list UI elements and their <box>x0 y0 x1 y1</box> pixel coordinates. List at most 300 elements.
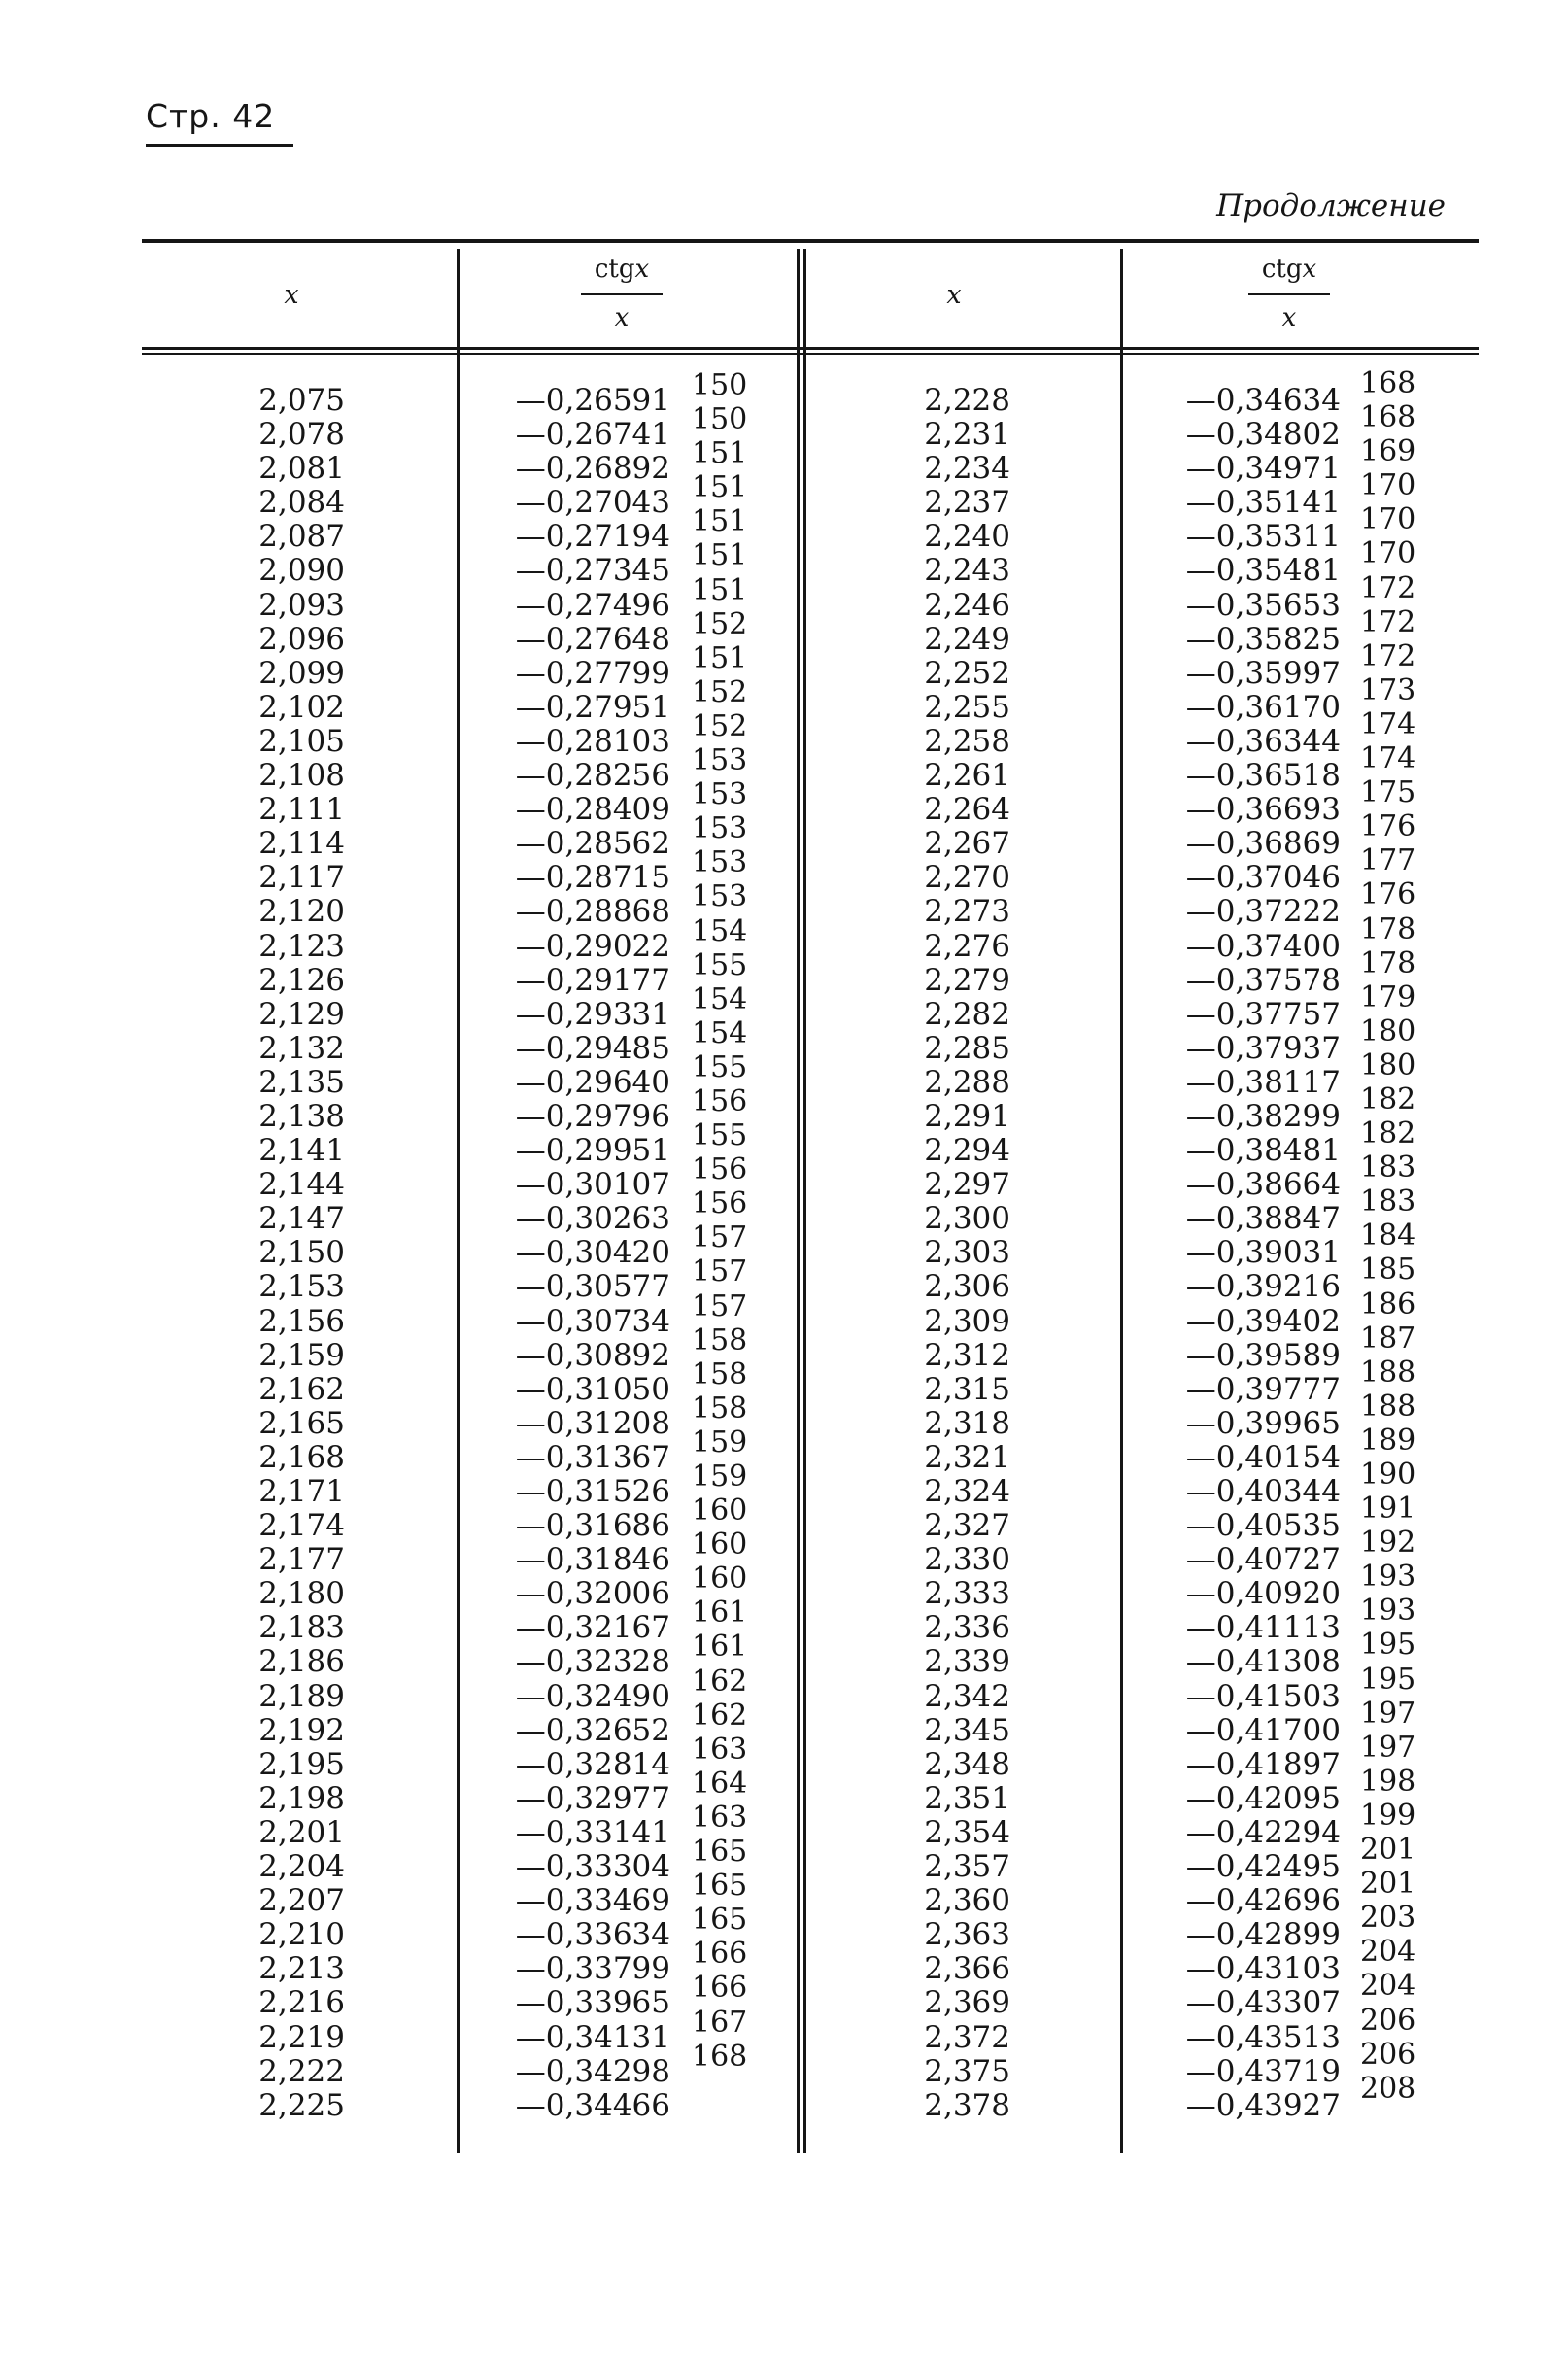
table-cell: —0,33469 <box>515 1883 670 1919</box>
table-cell: 2,177 <box>258 1542 345 1578</box>
table-cell: 160 <box>692 1528 748 1562</box>
table-cell: 2,378 <box>924 2087 1010 2123</box>
table-cell: 191 <box>1360 1492 1416 1527</box>
table-cell: 170 <box>1360 468 1416 503</box>
left-x-column <box>243 384 345 2123</box>
table-cell: —0,32006 <box>515 1576 670 1612</box>
table-cell: —0,29022 <box>515 928 670 964</box>
table-cell: 206 <box>1360 2037 1416 2072</box>
table-cell: 151 <box>692 538 748 573</box>
table-cell: 176 <box>1360 809 1416 844</box>
table-cell: —0,30263 <box>515 1201 670 1237</box>
table-cell: 161 <box>692 1630 748 1665</box>
table-cell: 2,351 <box>924 1780 1010 1816</box>
table-cell: 2,303 <box>924 1235 1010 1271</box>
table-cell: 2,216 <box>258 1985 345 2021</box>
table-cell: —0,27648 <box>515 621 670 657</box>
table-cell: 157 <box>692 1254 748 1289</box>
table-cell: 159 <box>692 1425 748 1459</box>
table-cell: 2,204 <box>258 1849 345 1885</box>
table-cell: —0,37757 <box>1185 996 1341 1032</box>
table-cell: 169 <box>1360 434 1416 469</box>
table-cell: —0,32167 <box>515 1610 670 1646</box>
block-divider-b <box>803 249 806 2153</box>
table-cell: —0,41897 <box>1185 1746 1341 1782</box>
table-cell: 2,366 <box>924 1951 1010 1987</box>
table-cell: 163 <box>692 1732 748 1767</box>
table-cell: 156 <box>692 1083 748 1118</box>
table-cell: —0,32652 <box>515 1712 670 1748</box>
table-cell: 2,273 <box>924 894 1010 930</box>
table-cell: —0,28409 <box>515 792 670 828</box>
table-cell: —0,26591 <box>515 383 670 418</box>
table-cell: 2,321 <box>924 1439 1010 1475</box>
table-cell: 2,375 <box>924 2053 1010 2089</box>
table-cell: 2,336 <box>924 1610 1010 1646</box>
table-cell: —0,26892 <box>515 451 670 487</box>
left-value-column <box>505 384 670 2123</box>
fraction-bar <box>1248 293 1330 295</box>
table-cell: 2,093 <box>258 587 345 623</box>
table-cell: 183 <box>1360 1150 1416 1185</box>
table-cell: —0,26741 <box>515 417 670 453</box>
ratio-numerator: ctgx <box>1261 255 1317 284</box>
table-cell: 151 <box>692 470 748 505</box>
table-cell: 2,108 <box>258 758 345 794</box>
table-cell: —0,28715 <box>515 860 670 896</box>
table-cell: 2,231 <box>924 417 1010 453</box>
table-cell: —0,35997 <box>1185 655 1341 691</box>
table-cell: 2,174 <box>258 1508 345 1544</box>
table-cell: 2,237 <box>924 485 1010 521</box>
table-cell: —0,31208 <box>515 1405 670 1441</box>
table-cell: —0,35311 <box>1185 519 1341 555</box>
table-cell: 184 <box>1360 1219 1416 1253</box>
table-cell: 165 <box>692 1903 748 1938</box>
table-cell: 2,102 <box>258 689 345 725</box>
table-cell: —0,30734 <box>515 1303 670 1339</box>
table-cell: —0,42495 <box>1185 1849 1341 1885</box>
table-cell: —0,28562 <box>515 826 670 862</box>
table-cell: 204 <box>1360 1935 1416 1970</box>
table-cell: —0,28103 <box>515 723 670 759</box>
table-cell: —0,43103 <box>1185 1951 1341 1987</box>
table-cell: 151 <box>692 504 748 539</box>
table-cell: 188 <box>1360 1355 1416 1390</box>
table-cell: 163 <box>692 1800 748 1835</box>
table-cell: 2,099 <box>258 655 345 691</box>
table-cell: 165 <box>692 1869 748 1904</box>
table-cell: 182 <box>1360 1082 1416 1116</box>
table-cell: 156 <box>692 1186 748 1221</box>
table-cell: 201 <box>1360 1833 1416 1868</box>
table-cell: 179 <box>1360 979 1416 1014</box>
table-cell: 154 <box>692 1015 748 1050</box>
table-cell: 192 <box>1360 1526 1416 1561</box>
table-cell: —0,35481 <box>1185 553 1341 589</box>
table-cell: 2,357 <box>924 1849 1010 1885</box>
table-cell: 2,297 <box>924 1167 1010 1203</box>
table-cell: —0,38117 <box>1185 1064 1341 1100</box>
table-cell: —0,37046 <box>1185 860 1341 896</box>
table-cell: —0,38299 <box>1185 1098 1341 1134</box>
table-cell: —0,40344 <box>1185 1474 1341 1509</box>
table-cell: 173 <box>1360 672 1416 707</box>
table-cell: 158 <box>692 1322 748 1357</box>
table-cell: 2,264 <box>924 792 1010 828</box>
table-cell: 176 <box>1360 877 1416 912</box>
ratio-denominator: x <box>614 303 630 332</box>
table-cell: 2,255 <box>924 689 1010 725</box>
table-cell: 153 <box>692 811 748 846</box>
table-cell: 154 <box>692 913 748 948</box>
table-cell: —0,31686 <box>515 1508 670 1544</box>
right-x-column <box>908 384 1010 2123</box>
table-cell: —0,42294 <box>1185 1814 1341 1850</box>
table-cell: 2,156 <box>258 1303 345 1339</box>
table-cell: 160 <box>692 1562 748 1596</box>
table-cell: —0,34802 <box>1185 417 1341 453</box>
table-cell: 2,207 <box>258 1883 345 1919</box>
table-cell: 2,306 <box>924 1269 1010 1305</box>
table-cell: —0,36170 <box>1185 689 1341 725</box>
table-cell: 2,135 <box>258 1064 345 1100</box>
table-cell: 2,213 <box>258 1951 345 1987</box>
table-cell: 2,291 <box>924 1098 1010 1134</box>
table-cell: 2,339 <box>924 1644 1010 1680</box>
table-cell: —0,32977 <box>515 1780 670 1816</box>
table-cell: 2,300 <box>924 1201 1010 1237</box>
table-cell: 2,075 <box>258 383 345 418</box>
table-cell: —0,37222 <box>1185 894 1341 930</box>
table-cell: —0,42095 <box>1185 1780 1341 1816</box>
table-cell: 2,198 <box>258 1780 345 1816</box>
table-cell: 2,330 <box>924 1542 1010 1578</box>
table-cell: 155 <box>692 1118 748 1153</box>
table-cell: 178 <box>1360 911 1416 946</box>
table-cell: 168 <box>692 2039 748 2074</box>
table-cell: 177 <box>1360 843 1416 878</box>
table-cell: 2,096 <box>258 621 345 657</box>
table-cell: 2,111 <box>258 792 345 828</box>
table-cell: 2,144 <box>258 1167 345 1203</box>
table-cell: 2,141 <box>258 1133 345 1169</box>
table-cell: 170 <box>1360 536 1416 571</box>
table-cell: 162 <box>692 1698 748 1733</box>
table-cell: —0,40920 <box>1185 1576 1341 1612</box>
table-cell: 2,348 <box>924 1746 1010 1782</box>
table-cell: —0,42696 <box>1185 1883 1341 1919</box>
table-cell: 197 <box>1360 1730 1416 1765</box>
table-cell: —0,27799 <box>515 655 670 691</box>
table-cell: 203 <box>1360 1901 1416 1936</box>
table-cell: —0,29951 <box>515 1133 670 1169</box>
table-cell: 2,309 <box>924 1303 1010 1339</box>
table-cell: —0,32814 <box>515 1746 670 1782</box>
table-cell: 206 <box>1360 2003 1416 2038</box>
table-cell: 2,285 <box>924 1030 1010 1066</box>
table-cell: —0,27043 <box>515 485 670 521</box>
table-cell: 152 <box>692 674 748 709</box>
table-cell: 2,246 <box>924 587 1010 623</box>
table-cell: 2,189 <box>258 1678 345 1714</box>
table-cell: 2,129 <box>258 996 345 1032</box>
table-cell: —0,38481 <box>1185 1133 1341 1169</box>
table-cell: 2,090 <box>258 553 345 589</box>
table-cell: —0,36869 <box>1185 826 1341 862</box>
table-cell: 2,363 <box>924 1917 1010 1953</box>
table-cell: 2,282 <box>924 996 1010 1032</box>
table-cell: —0,30892 <box>515 1337 670 1373</box>
table-cell: 186 <box>1360 1287 1416 1322</box>
table-cell: —0,27496 <box>515 587 670 623</box>
table-cell: 153 <box>692 777 748 812</box>
table-cell: —0,29331 <box>515 996 670 1032</box>
table-cell: —0,33965 <box>515 1985 670 2021</box>
table-cell: —0,35653 <box>1185 587 1341 623</box>
column-divider-1 <box>457 249 460 2153</box>
table-cell: 2,105 <box>258 723 345 759</box>
table-cell: 168 <box>1360 400 1416 435</box>
table-cell: 183 <box>1360 1184 1416 1219</box>
table-cell: —0,38664 <box>1185 1167 1341 1203</box>
table-cell: 2,147 <box>258 1201 345 1237</box>
table-cell: 197 <box>1360 1696 1416 1731</box>
table-cell: 185 <box>1360 1253 1416 1288</box>
table-cell: 2,276 <box>924 928 1010 964</box>
table-cell: 155 <box>692 947 748 982</box>
table-cell: 195 <box>1360 1628 1416 1663</box>
table-cell: —0,35141 <box>1185 485 1341 521</box>
table-cell: —0,33799 <box>515 1951 670 1987</box>
table-cell: —0,31846 <box>515 1542 670 1578</box>
table-cell: 156 <box>692 1152 748 1187</box>
block-divider-a <box>797 249 800 2153</box>
table-cell: 2,183 <box>258 1610 345 1646</box>
table-cell: 2,243 <box>924 553 1010 589</box>
table-cell: —0,36693 <box>1185 792 1341 828</box>
table-cell: 159 <box>692 1459 748 1494</box>
table-cell: 2,342 <box>924 1678 1010 1714</box>
table-cell: —0,33304 <box>515 1849 670 1885</box>
table-cell: —0,37400 <box>1185 928 1341 964</box>
header-bottom-rule-2 <box>142 353 1479 355</box>
table-cell: —0,34298 <box>515 2053 670 2089</box>
table-cell: 2,234 <box>924 451 1010 487</box>
table-cell: 178 <box>1360 945 1416 980</box>
table-cell: 2,120 <box>258 894 345 930</box>
header-bottom-rule <box>142 347 1479 350</box>
table-cell: —0,39216 <box>1185 1269 1341 1305</box>
table-cell: —0,39402 <box>1185 1303 1341 1339</box>
table-cell: —0,39965 <box>1185 1405 1341 1441</box>
table-top-rule <box>142 239 1479 243</box>
table-cell: 190 <box>1360 1458 1416 1492</box>
table-cell: 158 <box>692 1390 748 1425</box>
table-cell: 2,318 <box>924 1405 1010 1441</box>
table-cell: 2,240 <box>924 519 1010 555</box>
table-cell: 2,249 <box>924 621 1010 657</box>
header-x-right: x <box>946 280 962 310</box>
table-cell: —0,31050 <box>515 1371 670 1407</box>
header-ratio-left <box>563 255 680 332</box>
table-cell: —0,39777 <box>1185 1371 1341 1407</box>
table-cell: 2,171 <box>258 1474 345 1509</box>
table-cell: 166 <box>692 1971 748 2006</box>
table-cell: 2,114 <box>258 826 345 862</box>
table-cell: —0,31526 <box>515 1474 670 1509</box>
table-cell: 2,117 <box>258 860 345 896</box>
table-cell: —0,33141 <box>515 1814 670 1850</box>
table-cell: 2,327 <box>924 1508 1010 1544</box>
table-cell: —0,38847 <box>1185 1201 1341 1237</box>
table-cell: 2,195 <box>258 1746 345 1782</box>
table-cell: —0,28256 <box>515 758 670 794</box>
table-cell: 2,252 <box>924 655 1010 691</box>
table-cell: —0,40535 <box>1185 1508 1341 1544</box>
table-cell: 150 <box>692 368 748 402</box>
table-cell: —0,41503 <box>1185 1678 1341 1714</box>
table-cell: 152 <box>692 606 748 641</box>
table-cell: 2,153 <box>258 1269 345 1305</box>
table-cell: 2,159 <box>258 1337 345 1373</box>
table-cell: 2,222 <box>258 2053 345 2089</box>
table-cell: 162 <box>692 1664 748 1699</box>
table-cell: 2,201 <box>258 1814 345 1850</box>
table-cell: 2,168 <box>258 1439 345 1475</box>
left-difference-column <box>692 368 746 2074</box>
page-label: Стр. 42 <box>146 97 276 135</box>
table-cell: 167 <box>692 2005 748 2040</box>
table-cell: —0,30577 <box>515 1269 670 1305</box>
table-cell: 2,267 <box>924 826 1010 862</box>
table-cell: 195 <box>1360 1662 1416 1697</box>
table-cell: 2,228 <box>924 383 1010 418</box>
table-cell: —0,41113 <box>1185 1610 1341 1646</box>
table-cell: 170 <box>1360 502 1416 537</box>
table-cell: 165 <box>692 1835 748 1870</box>
table-cell: 198 <box>1360 1764 1416 1799</box>
table-cell: 2,315 <box>924 1371 1010 1407</box>
table-cell: —0,39589 <box>1185 1337 1341 1373</box>
table-cell: 201 <box>1360 1867 1416 1902</box>
table-cell: —0,34466 <box>515 2087 670 2123</box>
table-cell: —0,40154 <box>1185 1439 1341 1475</box>
table-cell: 204 <box>1360 1969 1416 2004</box>
table-cell: 166 <box>692 1937 748 1972</box>
table-cell: 2,294 <box>924 1133 1010 1169</box>
table-cell: 187 <box>1360 1321 1416 1356</box>
table-cell: 2,219 <box>258 2019 345 2055</box>
table-cell: 151 <box>692 436 748 471</box>
table-cell: —0,37937 <box>1185 1030 1341 1066</box>
table-cell: 2,372 <box>924 2019 1010 2055</box>
table-cell: 208 <box>1360 2071 1416 2106</box>
table-cell: —0,36344 <box>1185 723 1341 759</box>
table-cell: 2,138 <box>258 1098 345 1134</box>
table-cell: 175 <box>1360 775 1416 810</box>
table-cell: 174 <box>1360 706 1416 741</box>
table-cell: —0,39031 <box>1185 1235 1341 1271</box>
table-cell: 172 <box>1360 570 1416 605</box>
table-cell: 180 <box>1360 1047 1416 1082</box>
table-cell: —0,34131 <box>515 2019 670 2055</box>
ratio-denominator: x <box>1281 303 1297 332</box>
table-cell: 158 <box>692 1356 748 1391</box>
table-cell: —0,43513 <box>1185 2019 1341 2055</box>
table-cell: 2,225 <box>258 2087 345 2123</box>
table-cell: 154 <box>692 981 748 1016</box>
table-cell: 164 <box>692 1766 748 1801</box>
table-cell: 180 <box>1360 1013 1416 1048</box>
table-cell: 172 <box>1360 638 1416 673</box>
table-cell: —0,27194 <box>515 519 670 555</box>
table-cell: —0,29177 <box>515 962 670 998</box>
table-cell: 182 <box>1360 1116 1416 1151</box>
table-cell: —0,40727 <box>1185 1542 1341 1578</box>
table-cell: 2,132 <box>258 1030 345 1066</box>
table-cell: —0,29640 <box>515 1064 670 1100</box>
table-cell: —0,33634 <box>515 1917 670 1953</box>
table-cell: 2,162 <box>258 1371 345 1407</box>
table-cell: —0,41308 <box>1185 1644 1341 1680</box>
table-cell: 168 <box>1360 366 1416 400</box>
column-divider-3 <box>1120 249 1123 2153</box>
table-cell: 2,345 <box>924 1712 1010 1748</box>
table-cell: —0,43307 <box>1185 1985 1341 2021</box>
table-cell: 160 <box>692 1494 748 1528</box>
table-cell: 157 <box>692 1288 748 1323</box>
table-cell: —0,32490 <box>515 1678 670 1714</box>
table-cell: —0,28868 <box>515 894 670 930</box>
table-cell: 188 <box>1360 1389 1416 1424</box>
table-cell: 2,354 <box>924 1814 1010 1850</box>
table-cell: 172 <box>1360 604 1416 639</box>
table-cell: 2,126 <box>258 962 345 998</box>
table-cell: —0,35825 <box>1185 621 1341 657</box>
table-cell: 157 <box>692 1220 748 1255</box>
table-cell: 153 <box>692 743 748 778</box>
table-cell: 2,165 <box>258 1405 345 1441</box>
table-cell: 2,360 <box>924 1883 1010 1919</box>
table-cell: 2,288 <box>924 1064 1010 1100</box>
table-cell: 193 <box>1360 1560 1416 1595</box>
table-cell: —0,29485 <box>515 1030 670 1066</box>
table-cell: 155 <box>692 1049 748 1084</box>
table-cell: 161 <box>692 1596 748 1631</box>
table-cell: 2,279 <box>924 962 1010 998</box>
table-cell: 174 <box>1360 741 1416 776</box>
table-cell: 193 <box>1360 1594 1416 1629</box>
table-cell: —0,27345 <box>515 553 670 589</box>
table-cell: 2,324 <box>924 1474 1010 1509</box>
table-cell: 152 <box>692 708 748 743</box>
table-cell: 151 <box>692 572 748 607</box>
table-cell: 2,180 <box>258 1576 345 1612</box>
table-cell: 2,150 <box>258 1235 345 1271</box>
table-cell: 2,192 <box>258 1712 345 1748</box>
table-cell: 2,261 <box>924 758 1010 794</box>
table-cell: 2,312 <box>924 1337 1010 1373</box>
table-cell: —0,42899 <box>1185 1917 1341 1953</box>
table-cell: 2,258 <box>924 723 1010 759</box>
table-cell: —0,34634 <box>1185 383 1341 418</box>
table-cell: —0,37578 <box>1185 962 1341 998</box>
table-cell: —0,41700 <box>1185 1712 1341 1748</box>
table-cell: 151 <box>692 640 748 675</box>
table-cell: 199 <box>1360 1798 1416 1833</box>
right-difference-column <box>1360 366 1415 2106</box>
